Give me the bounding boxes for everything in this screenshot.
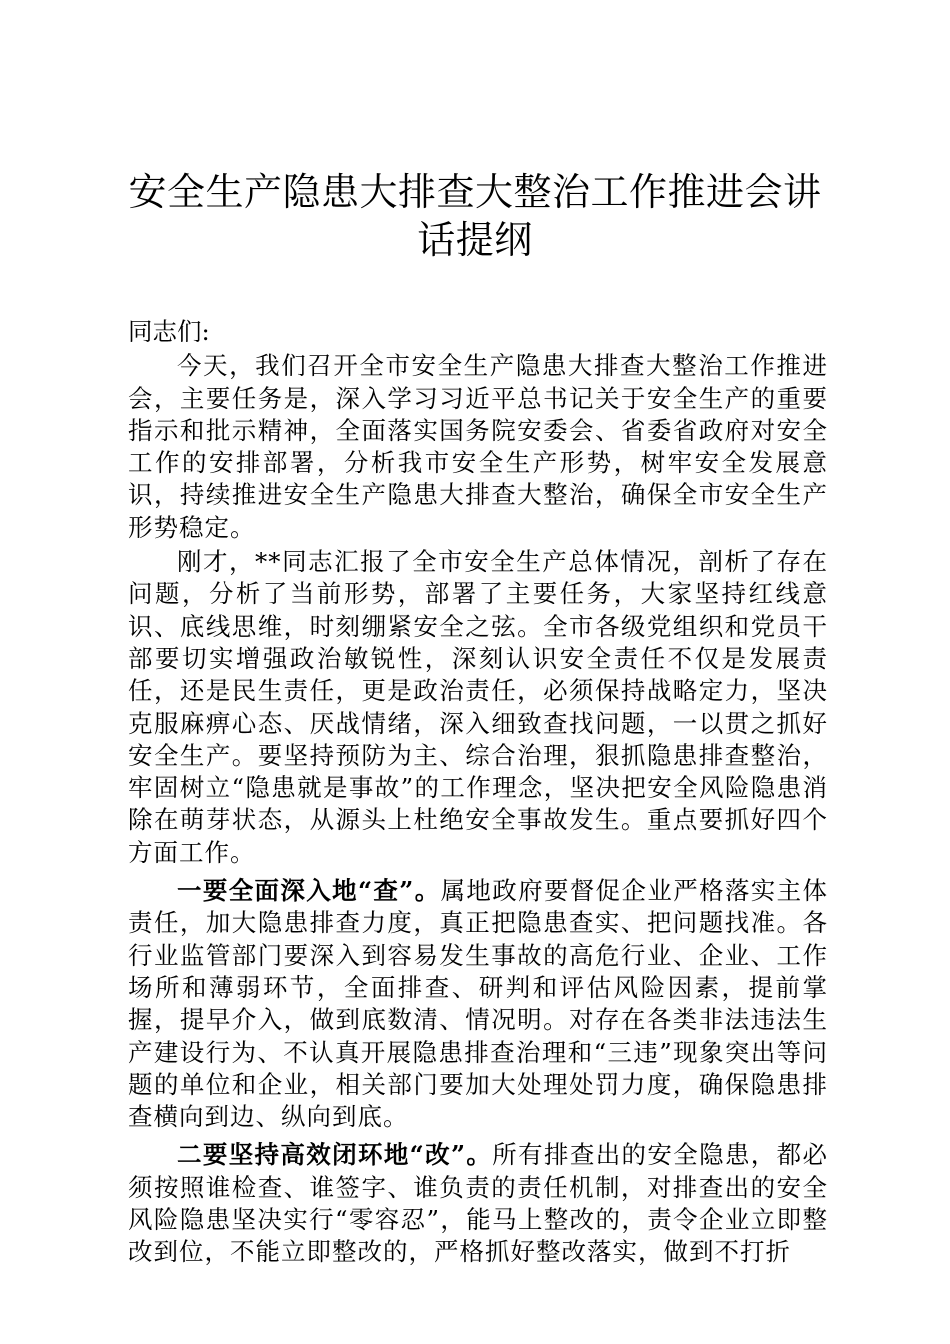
paragraph-opening bbox=[128, 350, 828, 544]
document-body bbox=[128, 316, 828, 1271]
paragraph-lead: 一要全面深入地“查”。 bbox=[177, 876, 441, 906]
paragraph-text: 刚才，**同志汇报了全市安全生产总体情况，剖析了存在问题，分析了当前形势，部署了主要任务，大家坚持红线意识、底线思维，时刻绷紧安全之弦。全市各级党组织和党员干部要切实增强政治敏锐性，深刻认识安全责任不仅是发展责任，还是民生责任，更是政治责任，必须保持战略定力，坚决克服麻痹心态、厌战情绪，深入细致查找问题，一以贯之抓好安全生产。要坚持预防为主、综合治理，狠抓隐患排查整治，牢固树立“隐患就是事故”的工作理念，坚决把安全风险隐患消除在萌芽状态，从源头上杜绝安全事故发生。重点要抓好四个方面工作。 bbox=[128, 547, 828, 867]
paragraph-text: 今天，我们召开全市安全生产隐患大排查大整治工作推进会，主要任务是，深入学习习近平总书记关于安全生产的重要指示和批示精神，全面落实国务院安委会、省委省政府对安全工作的安排部署，分析我市安全生产形势，树牢安全发展意识，持续推进安全生产隐患大排查大整治，确保全市安全生产形势稳定。 bbox=[128, 351, 828, 542]
paragraph-text: 属地政府要督促企业严格落实主体责任，加大隐患排查力度，真正把隐患查实、把问题找准。各行业监管部门要深入到容易发生事故的高危行业、企业、工作场所和薄弱环节，全面排查、研判和评估风险因素，提前掌握，提早介入，做到底数清、情况明。对存在各类非法违法生产建设行为、不认真开展隐患排查治理和“三违”现象突出等问题的单位和企业，相关部门要加大处理处罚力度，确保隐患排查横向到边、纵向到底。 bbox=[128, 876, 828, 1132]
paragraph-point-one bbox=[128, 875, 828, 1133]
paragraph-text: 所有排查出的安全隐患，都必须按照谁检查、谁签字、谁负责的责任机制，对排查出的安全风险隐患坚决实行“零容忍”，能马上整改的，责令企业立即整改到位，不能立即整改的，严格抓好整改落实，做到不打折 bbox=[128, 1140, 829, 1267]
document-title: 安全生产隐患大排查大整治工作推进会讲话提纲 bbox=[128, 170, 822, 262]
paragraph-point-two bbox=[128, 1139, 828, 1268]
paragraph-lead: 二要坚持高效闭环地“改”。 bbox=[177, 1140, 493, 1170]
salutation: 同志们: bbox=[128, 317, 210, 346]
paragraph-overview bbox=[128, 546, 828, 869]
